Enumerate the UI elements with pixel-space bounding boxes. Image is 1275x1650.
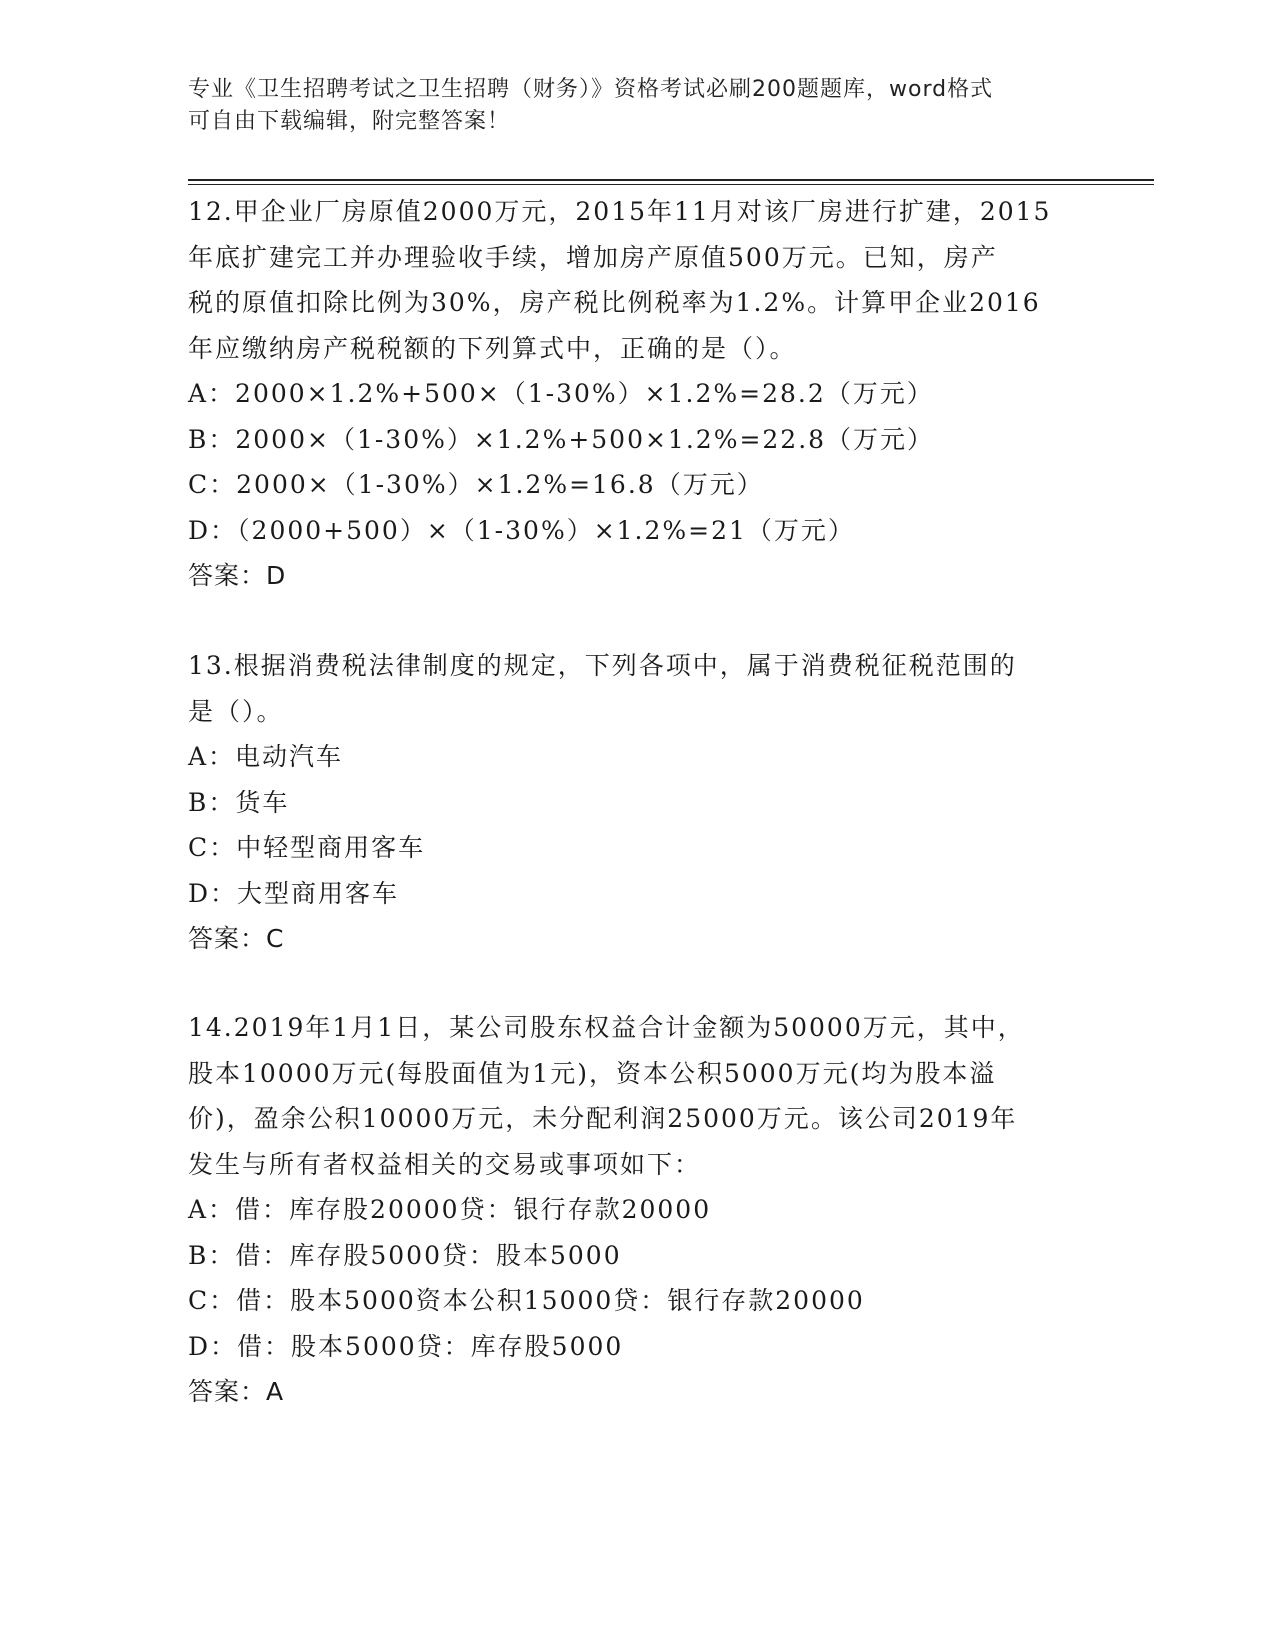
option-b: B：货车	[188, 787, 290, 817]
question-line: 13.根据消费税法律制度的规定，下列各项中，属于消费税征税范围的	[188, 651, 1017, 680]
header-divider-thin	[188, 184, 1154, 185]
question-line: 年底扩建完工并办理验收手续，增加房产原值500万元。已知，房产	[188, 242, 998, 272]
answer-label: 答案：A	[188, 1377, 285, 1406]
option-d: D：借：股本5000贷：库存股5000	[188, 1331, 624, 1361]
option-d: D：大型商用客车	[188, 878, 400, 908]
option-a: A：2000×1.2%+500×（1-30%）×1.2%=28.2（万元）	[188, 379, 934, 408]
option-c: C：2000×（1-30%）×1.2%=16.8（万元）	[188, 470, 764, 499]
question-line: 12.甲企业厂房原值2000万元，2015年11月对该厂房进行扩建，2015	[188, 197, 1052, 226]
option-d: D：（2000+500）×（1-30%）×1.2%=21（万元）	[188, 515, 855, 545]
question-13	[188, 643, 1078, 962]
document-header	[188, 74, 1088, 138]
question-text	[188, 189, 1078, 371]
question-line: 价)，盈余公积10000万元，未分配利润25000万元。该公司2019年	[188, 1104, 1018, 1133]
question-line: 14.2019年1月1日，某公司股东权益合计金额为50000万元，其中，	[188, 1013, 1025, 1042]
question-line: 年应缴纳房产税税额的下列算式中，正确的是（）。	[188, 333, 797, 363]
option-c: C：借：股本5000资本公积15000贷：银行存款20000	[188, 1286, 865, 1315]
question-12	[188, 189, 1078, 599]
question-14	[188, 1005, 1078, 1415]
question-line: 发生与所有者权益相关的交易或事项如下：	[188, 1149, 702, 1179]
option-a: A：借：库存股20000贷：银行存款20000	[188, 1195, 712, 1224]
answer-label: 答案：C	[188, 924, 285, 953]
answer-label: 答案：D	[188, 561, 287, 590]
header-line-1: 专业《卫生招聘考试之卫生招聘（财务）》资格考试必刷200题题库，word格式	[188, 77, 994, 102]
option-b: B：2000×（1-30%）×1.2%+500×1.2%=22.8（万元）	[188, 424, 935, 454]
question-line: 是（）。	[188, 696, 284, 726]
header-divider-thick	[188, 179, 1154, 181]
option-b: B：借：库存股5000贷：股本5000	[188, 1240, 622, 1270]
header-line-2: 可自由下载编辑，附完整答案！	[188, 109, 511, 134]
question-text	[188, 643, 1078, 734]
option-a: A：电动汽车	[188, 742, 344, 771]
question-text	[188, 1005, 1078, 1187]
question-line: 税的原值扣除比例为30%，房产税比例税率为1.2%。计算甲企业2016	[188, 288, 1041, 317]
question-line: 股本10000万元(每股面值为1元)，资本公积5000万元(均为股本溢	[188, 1058, 997, 1088]
option-c: C：中轻型商用客车	[188, 833, 426, 862]
